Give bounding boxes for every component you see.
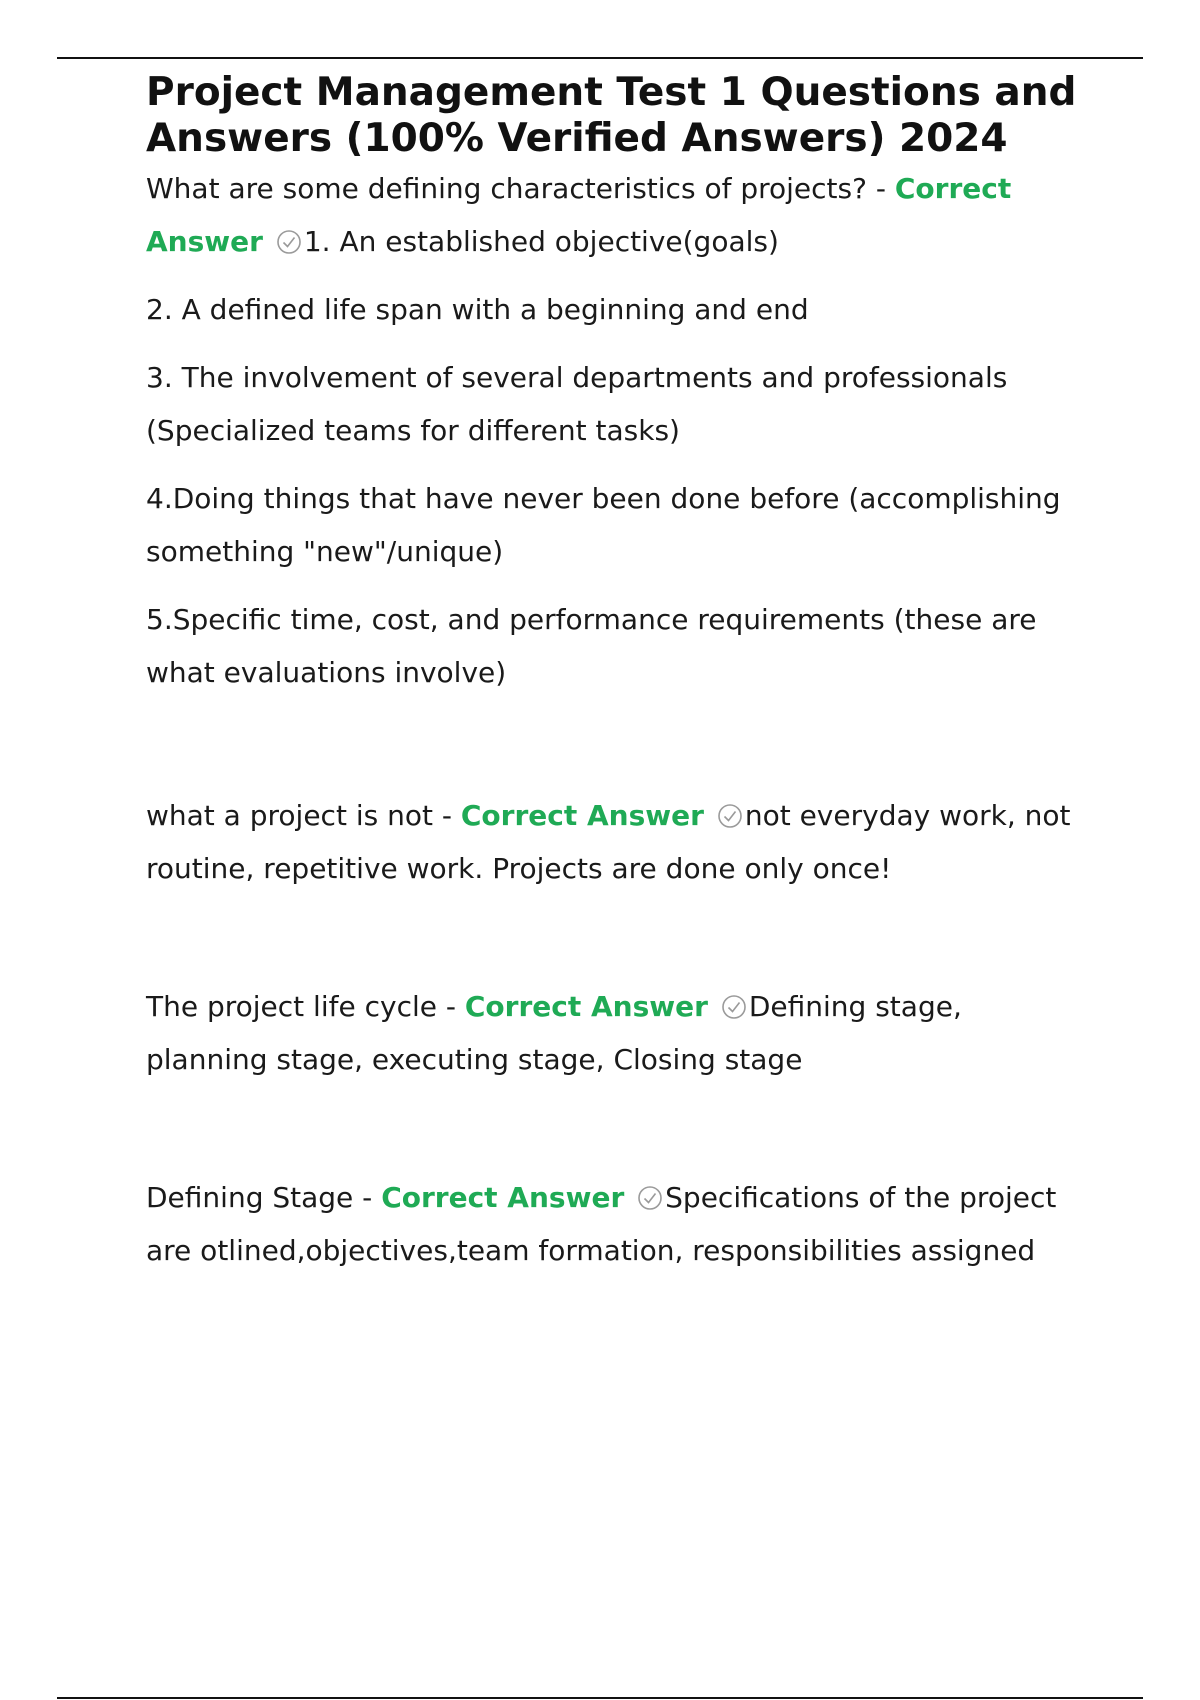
check-circle-icon xyxy=(721,994,747,1020)
check-circle-icon xyxy=(637,1185,663,1211)
correct-answer-label: Correct Answer xyxy=(146,172,1012,258)
correct-answer-label: Correct Answer xyxy=(381,1181,625,1214)
answer-text: Defining stage, planning stage, executing stage, Closing stage xyxy=(146,990,962,1076)
question-text: What are some defining characteristics of projects? - xyxy=(146,172,895,205)
answer-line-4: 4.Doing things that have never been done before (accomplishing something "new"/unique) xyxy=(146,482,1061,568)
answer-text: not everyday work, not routine, repetitive work. Projects are done only once! xyxy=(146,799,1071,885)
top-rule xyxy=(57,57,1143,59)
question-text: what a project is not - xyxy=(146,799,461,832)
qa-item-4-main xyxy=(146,1171,1086,1277)
qa-item-1 xyxy=(146,162,1086,699)
correct-answer-label: Correct Answer xyxy=(460,799,704,832)
spacer xyxy=(146,910,1086,980)
qa-item-3 xyxy=(146,980,1086,1086)
answer-text: 1. An established objective(goals) xyxy=(303,225,779,258)
qa-item-4 xyxy=(146,1171,1086,1277)
answer-line-3: 3. The involvement of several departments and professionals (Specialized teams for different tasks) xyxy=(146,361,1008,447)
question-text: The project life cycle - xyxy=(146,990,465,1023)
bottom-rule xyxy=(57,1697,1143,1699)
correct-answer-label: Correct Answer xyxy=(464,990,708,1023)
qa-item-1-main xyxy=(146,162,1086,268)
answer-line-5: 5.Specific time, cost, and performance requirements (these are what evaluations involve) xyxy=(146,603,1037,689)
document-title: Project Management Test 1 Questions and Answers (100% Verified Answers) 2024 xyxy=(146,70,1077,161)
check-circle-icon xyxy=(276,229,302,255)
answer-text: Specifications of the project are otlined,objectives,team formation, responsibilities assigned xyxy=(146,1181,1057,1267)
spacer xyxy=(146,714,1086,789)
spacer xyxy=(146,1101,1086,1171)
answer-line-2: 2. A defined life span with a beginning and end xyxy=(146,293,809,326)
qa-item-3-main xyxy=(146,980,1086,1086)
qa-item-2 xyxy=(146,789,1086,895)
question-text: Defining Stage - xyxy=(146,1181,382,1214)
document-page xyxy=(146,70,1086,1292)
check-circle-icon xyxy=(717,803,743,829)
qa-item-2-main xyxy=(146,789,1086,895)
